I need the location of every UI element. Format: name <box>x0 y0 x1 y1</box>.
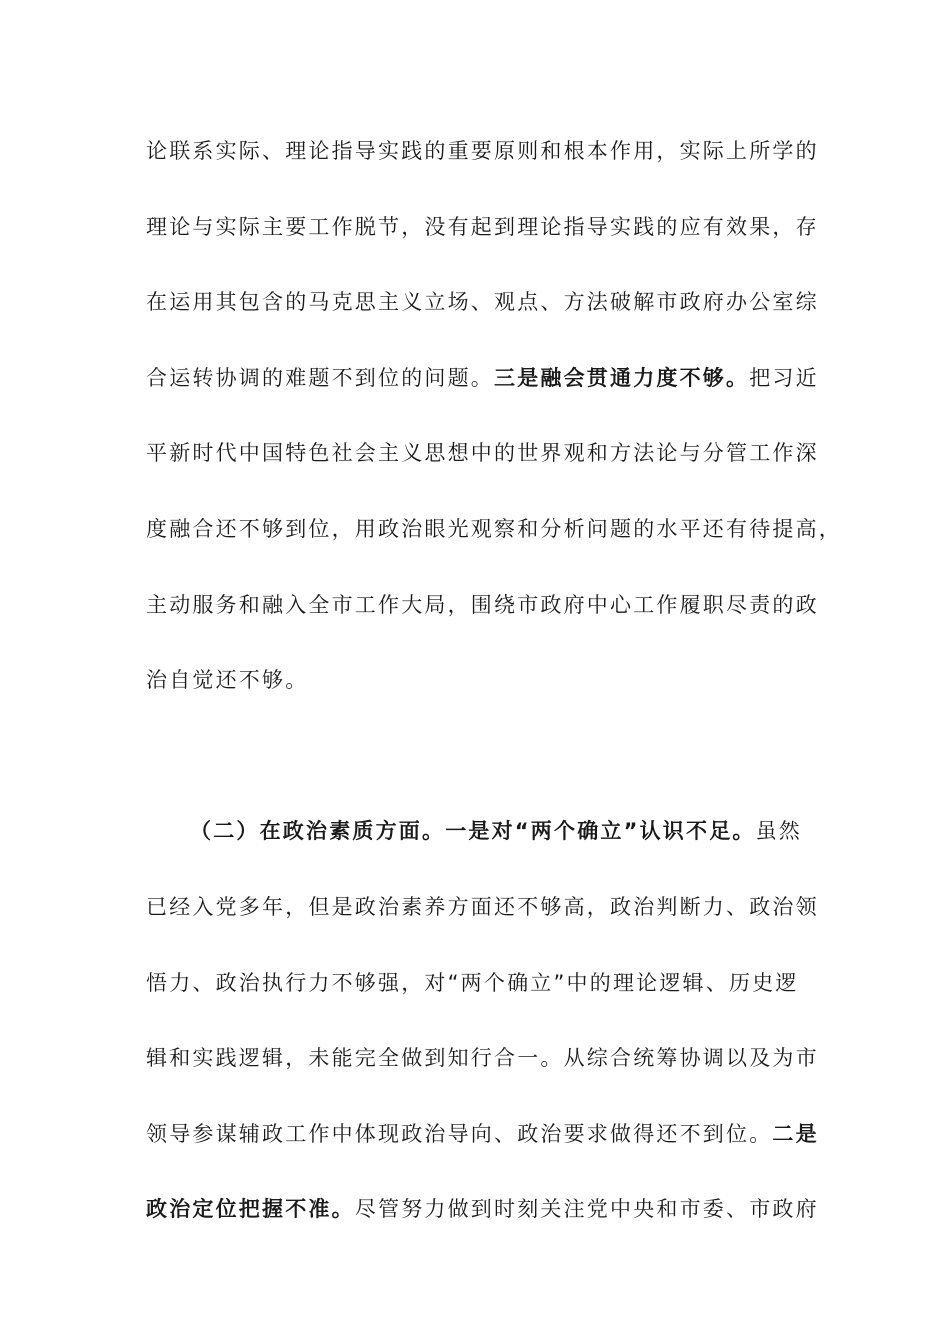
document-body <box>146 126 842 1260</box>
paragraph-line <box>146 428 819 504</box>
text-run: 治自觉还不够。 <box>146 668 309 693</box>
text-run: 已经入党多年，但是政治素养方面还不够高，政治判断力、政治领 <box>146 894 819 919</box>
text-run: 尽管努力做到时刻关注党中央和市委、市政府 <box>354 1197 819 1222</box>
paragraph-line <box>146 580 819 656</box>
text-run: 虽然 <box>755 819 803 844</box>
paragraph-line <box>146 202 819 278</box>
paragraph-line <box>146 504 842 580</box>
text-run: 合运转协调的难题不到位的问题。 <box>146 365 494 390</box>
paragraph-gap <box>146 731 806 807</box>
paragraph-line <box>146 1109 819 1185</box>
bold-heading-run: 二是 <box>772 1121 819 1146</box>
paragraph-line <box>146 958 806 1034</box>
text-run: 悟力、政治执行力不够强，对“两个确立”中的理论逻辑、历史逻 <box>146 970 799 995</box>
text-run: 在运用其包含的马克思主义立场、观点、方法破解市政府办公室综 <box>146 290 819 315</box>
paragraph-line <box>146 277 819 353</box>
text-run: 辑和实践逻辑，未能完全做到知行合一。从综合统筹协调以及为市 <box>146 1046 819 1071</box>
text-run: 领导参谋辅政工作中体现政治导向、政治要求做得还不到位。 <box>146 1121 773 1146</box>
paragraph-line <box>146 655 806 731</box>
paragraph-line <box>146 126 819 202</box>
bold-heading-run: 政治定位把握不准。 <box>146 1197 355 1222</box>
paragraph-line <box>146 353 819 429</box>
paragraph-line <box>146 1033 819 1109</box>
paragraph-line <box>146 882 819 958</box>
paragraph-line <box>146 1184 819 1260</box>
text-run: 理论与实际主要工作脱节，没有起到理论指导实践的应有效果，存 <box>146 214 819 239</box>
text-run: 度融合还不够到位，用政治眼光观察和分析问题的水平还有待提高， <box>146 516 842 541</box>
bold-heading-run: （二）在政治素质方面。一是对“两个确立”认识不足。 <box>190 819 756 844</box>
text-run: 把习近 <box>749 365 819 390</box>
text-run: 论联系实际、理论指导实践的重要原则和根本作用，实际上所学的 <box>146 139 819 163</box>
text-run: 平新时代中国特色社会主义思想中的世界观和方法论与分管工作深 <box>146 441 819 466</box>
bold-heading-run: 三是融会贯通力度不够。 <box>494 365 750 390</box>
text-run: 主动服务和融入全市工作大局，围绕市政府中心工作履职尽责的政 <box>146 592 819 617</box>
section-heading-line <box>146 806 806 882</box>
